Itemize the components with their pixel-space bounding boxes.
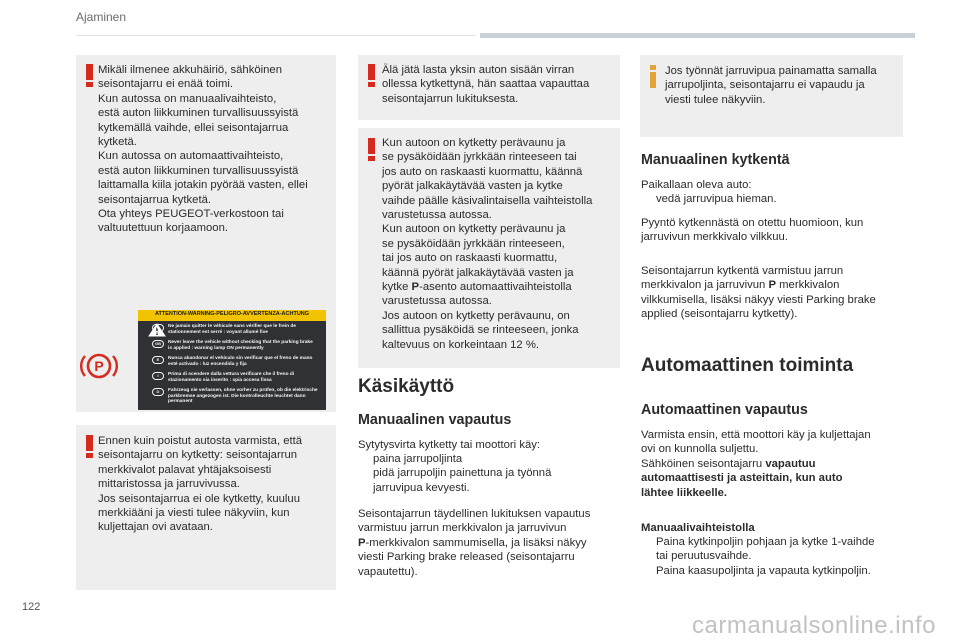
watermark-url[interactable]: carmanualsonline.info: [692, 612, 936, 639]
warning-text-child: Älä jätä lasta yksin auton sisään virran ollessa kytkettynä, hän saattaa vapauttaa seisontajarrun lukituksesta.: [382, 64, 590, 105]
manual-release-intro: Sytytysvirta kytketty tai moottori käy:: [358, 439, 541, 451]
header-bar: [480, 33, 915, 38]
sticker-row-e: E Nunca abandonar el vehículo sin verificar que el freno de mano esté activado : luz encendida y fija: [152, 356, 318, 367]
header-rule: [76, 35, 476, 36]
manual-release-paragraph: Seisontajarrun täydellinen lukituksen vapautus varmistuu jarrun merkkivalon ja jarruvivun P-merkkivalon sammumisella, ja lisäksi näkyy viesti Parking brake released (seisontajarru vapautettu).: [358, 508, 591, 578]
page-number: 122: [22, 601, 41, 613]
warning-icon: [368, 138, 375, 161]
heading-manual-release: Manuaalinen vapautus: [358, 412, 512, 428]
heading-automatic-release: Automaattinen vapautus: [641, 402, 808, 418]
list-item: vedä jarruvipua hieman.: [656, 193, 777, 205]
list-item: Paina kytkinpoljin pohjaan ja kytke 1-vaihde tai peruutusvaihde.: [656, 536, 875, 563]
sticker-row-i: I Prima di scendere dalla vettura verificare che il freno di stazionamento sia inserito : spia accesa fissa: [152, 372, 318, 383]
warning-box-leave-vehicle: [76, 425, 336, 590]
parking-brake-icon: [80, 350, 118, 382]
sticker-row-gb: GB Never leave the vehicle without checking that the parking brake is applied : warning lamp ON permanently: [152, 340, 318, 351]
info-text: Jos työnnät jarruvipua painamatta samalla jarrupoljinta, seisontajarru ei vapaudu ja viesti tulee näkyviin.: [665, 65, 877, 106]
warning-box-battery: [76, 55, 336, 300]
manual-apply-steps: [641, 192, 904, 206]
manual-release-steps: [358, 452, 620, 495]
sticker-stripe-text: ATTENTION-WARNING-PELIGRO-AVVERTENZA-ACHTUNG: [154, 311, 310, 317]
manual-gearbox-steps: [641, 535, 904, 578]
section-title: Ajaminen: [76, 10, 127, 24]
list-item: pidä jarrupoljin painettuna ja työnnä jarruvipua kevyesti.: [373, 467, 552, 494]
heading-manual-apply: Manuaalinen kytkentä: [641, 152, 790, 168]
svg-text:P: P: [94, 358, 104, 374]
automatic-release-paragraph: Varmista ensin, että moottori käy ja kuljettajan ovi on kunnolla suljettu. Sähköinen seisontajarru vapautuu automaattisesti ja asteittain, kun auto lähtee liikkeelle.: [641, 429, 871, 499]
manual-apply-paragraph-1: Pyyntö kytkennästä on otettu huomioon, kun jarruvivun merkkivalo vilkkuu.: [641, 217, 864, 244]
warning-text-trailer: Kun autoon on kytketty perävaunu ja se pysäköidään jyrkkään rinteeseen tai jos auto on raskaasti kuormattu, käännä pyörät jalkakäytävää vasten ja kytke vaihde päälle käsivalintaisella vaihteistolla varustetussa autossa. Kun autoon on kytketty perävaunu ja se pysäköidään jyrkkään rinteeseen, tai jos auto on raskaasti kuormattu, käännä pyörät jalkakäytävää vasten ja kytke P-asento automaattivaihteistolla varustetussa autossa. Jos autoon on kytketty perävaunu, on sallittua pysäköidä se rinteeseen, jonka kaltevuus on korkeintaan 12 %.: [382, 137, 593, 351]
manual-gearbox-subheading: Manuaalivaihteistolla: [641, 522, 755, 534]
warning-icon: [86, 435, 93, 458]
warning-text-battery: Mikäli ilmenee akkuhäiriö, sähköinen seisontajarru ei enää toimi. Kun autossa on manuaalivaihteisto, estä auton liikkuminen turvallisuussyistä kytkemällä vaihde, ellei seisontajarrua kytketä. Kun autossa on automaattivaihteisto, estä auton liikkuminen turvallisuussyistä laittamalla kiila jotakin pyörää vasten, ellei seisontajarrua kytketä. Ota yhteys PEUGEOT-verkostoon tai valtuutettuun korjaamoon.: [98, 64, 308, 235]
warning-icon: [368, 64, 375, 87]
manual-apply-paragraph-2: Seisontajarrun kytkentä varmistuu jarrun merkkivalon ja jarruvivun P merkkivalon vilkkumisella, lisäksi näkyy viesti Parking brake applied (seisontajarru kytketty).: [641, 265, 876, 321]
sticker-row-d: D Fahrzeug nie verlassen, ohne vorher zu prüfen, ob die elektrische parkbremse angezogen ist. Die kontrolleuchte leuchtet dann permanent: [152, 388, 318, 405]
sticker-row-f: F Ne jamais quitter le véhicule sans vérifier que le frein de stationnement est serré : voyant allumé fixe: [152, 324, 318, 335]
info-box: [640, 55, 903, 137]
list-item: paina jarrupoljinta: [373, 453, 463, 465]
info-icon: [650, 65, 656, 88]
heading-manual-use: Käsikäyttö: [358, 376, 455, 397]
warning-text-leave-vehicle: Ennen kuin poistut autosta varmista, että seisontajarru on kytketty: seisontajarrun merkkivalot palavat yhtäjaksoisesti mittaristossa ja jarruvivussa. Jos seisontajarrua ei ole kytketty, kuuluu merkkiääni ja viesti tulee näkyviin, kun kuljettajan ovi avataan.: [98, 435, 303, 534]
manual-apply-intro: Paikallaan oleva auto:: [641, 179, 752, 191]
warning-label-figure: [76, 300, 336, 412]
sticker-stripe: [138, 310, 326, 321]
warning-sticker: [138, 310, 326, 410]
list-item: Paina kaasupoljinta ja vapauta kytkinpoljin.: [656, 564, 871, 577]
warning-box-trailer: [358, 128, 620, 368]
heading-automatic-operation: Automaattinen toiminta: [641, 355, 854, 376]
warning-box-child: [358, 55, 620, 120]
warning-icon: [86, 64, 93, 87]
